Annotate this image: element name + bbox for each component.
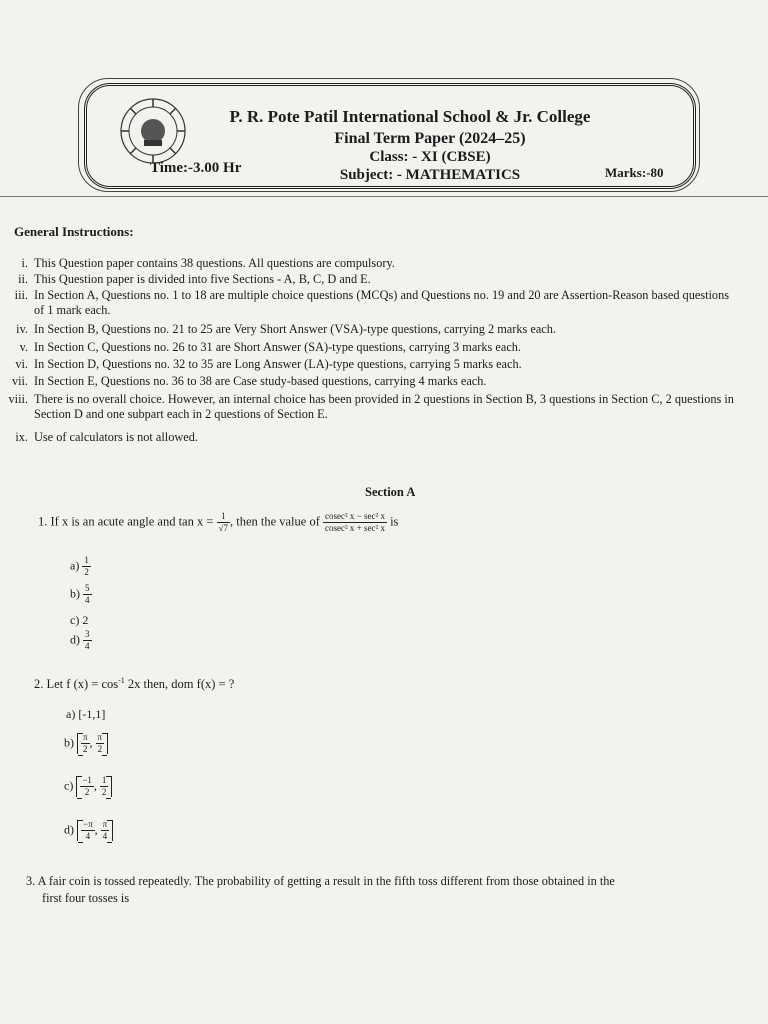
section-title: Section A: [365, 485, 416, 499]
instruction-text: In Section E, Questions no. 36 to 38 are Case study-based questions, carrying 4 marks each.: [34, 374, 487, 388]
option-fraction: [82, 556, 91, 577]
fraction-denominator: 2: [83, 744, 88, 754]
interval-upper: [101, 820, 110, 841]
instruction-text: In Section C, Questions no. 26 to 31 are Short Answer (SA)-type questions, carrying 3 marks each.: [34, 340, 522, 354]
q2-text-rest: 2x then, dom f(x) = ?: [124, 677, 235, 692]
q1-expression-fraction: [323, 512, 387, 533]
fraction-numerator: π: [83, 732, 88, 742]
q1-tan-fraction: [217, 512, 230, 533]
interval-upper: [96, 733, 105, 754]
interval-bracket: $\frac{-1}{2}$ , $\frac{1}{2}$: [76, 776, 112, 797]
fraction-denominator: 2: [84, 787, 90, 797]
general-instructions-title: General Instructions:: [14, 224, 134, 239]
fraction-denominator: cosec² x + sec² x: [325, 523, 385, 533]
fraction-numerator: 3: [85, 629, 90, 639]
instruction-number: iii.: [14, 288, 28, 302]
option-label: c) 2: [70, 613, 89, 627]
fraction-numerator: −π: [83, 819, 93, 829]
fraction-numerator: 1: [84, 555, 89, 565]
question-1: [38, 512, 398, 533]
time-allowed: Time:-3.00 Hr: [150, 160, 242, 176]
instruction-text: This Question paper is divided into five Sections - A, B, C, D and E.: [34, 272, 371, 286]
instruction-text: This Question paper contains 38 questions. All questions are compulsory.: [34, 256, 395, 270]
fraction-denominator: 4: [85, 831, 91, 841]
fraction-denominator: 2: [84, 567, 89, 577]
interval-bracket: $\frac{\pi}{2}$ , $\frac{\pi}{2}$: [77, 733, 108, 754]
instruction-text: Use of calculators is not allowed.: [34, 430, 198, 444]
fraction-denominator: 4: [102, 831, 108, 841]
q1-option-b[interactable]: [70, 584, 92, 605]
q1-prefix: 1. If x is an acute angle and tan x =: [38, 514, 214, 529]
instruction-text: There is no overall choice. However, an internal choice has been provided in 2 questions in Section B, 3 questions in Section C, 2 questions in Section D and one subpart each in 2 questions of Section E.: [34, 392, 734, 421]
total-marks: Marks:-80: [605, 165, 664, 180]
fraction-denominator: 2: [97, 744, 103, 754]
fraction-denominator: 4: [85, 641, 90, 651]
subject-line: Subject: - MATHEMATICS: [339, 167, 521, 183]
question-3-continued: first four tosses is: [42, 891, 130, 905]
instruction-text: In Section A, Questions no. 1 to 18 are multiple choice questions (MCQs) and Questions no. 19 and 20 are Assertion-Reason based questions of 1 mark each.: [34, 288, 730, 317]
interval-lower: [81, 733, 90, 754]
interval-upper: [100, 776, 109, 797]
fraction-denominator: 2: [101, 787, 107, 797]
instruction-number: ix.: [15, 430, 28, 444]
q1-option-d[interactable]: [70, 630, 92, 651]
class-line: Class: - XI (CBSE): [369, 149, 491, 165]
fraction-numerator: 5: [85, 583, 90, 593]
instruction-number: v.: [19, 340, 28, 354]
interval-lower: [80, 776, 94, 797]
q2-text: 2. Let f (x) = cos: [34, 677, 119, 692]
fraction-denominator: 4: [85, 595, 90, 605]
q2-superscript: -1: [118, 676, 125, 685]
instruction-number: i.: [21, 256, 28, 270]
option-label: b): [64, 735, 74, 750]
instruction-number: ii.: [18, 272, 28, 286]
fraction-numerator: −1: [82, 775, 92, 785]
school-logo-icon: [118, 96, 188, 166]
q1-suffix: is: [390, 514, 399, 529]
option-label: d): [70, 632, 80, 647]
q1-option-c[interactable]: [70, 613, 88, 628]
paper-title: Final Term Paper (2024–25): [334, 130, 526, 147]
question-3: 3. A fair coin is tossed repeatedly. The probability of getting a result in the fifth toss different from those obtained in the: [26, 874, 615, 888]
q1-option-a[interactable]: [70, 556, 91, 577]
fraction-numerator: π: [97, 732, 103, 742]
fraction-numerator: 1: [217, 512, 230, 523]
fraction-denominator: √7: [218, 523, 228, 533]
option-label: d): [64, 822, 74, 837]
header-divider: [0, 196, 768, 197]
fraction-numerator: cosec² x − sec² x: [325, 511, 385, 521]
fraction-numerator: π: [102, 819, 108, 829]
instruction-text: In Section B, Questions no. 21 to 25 are Very Short Answer (VSA)-type questions, carrying 2 marks each.: [34, 322, 556, 336]
instruction-number: iv.: [16, 322, 28, 336]
instruction-number: vi.: [15, 357, 28, 371]
interval-lower: [81, 820, 95, 841]
instruction-number: viii.: [8, 392, 28, 406]
q1-middle: , then the value of: [229, 514, 320, 529]
fraction-numerator: 1: [101, 775, 107, 785]
q2-option-a[interactable]: a) [-1,1]: [66, 707, 106, 721]
q2-option-b[interactable]: [64, 733, 108, 754]
q2-option-c[interactable]: [64, 776, 112, 797]
school-name: P. R. Pote Patil International School & Jr. College: [229, 107, 591, 126]
option-label: b): [70, 586, 80, 601]
instruction-number: vii.: [11, 374, 28, 388]
option-fraction: [83, 630, 92, 651]
interval-bracket: $\frac{-\pi}{4}$ , $\frac{\pi}{4}$: [77, 820, 113, 841]
q2-option-d[interactable]: [64, 820, 113, 841]
option-label: c): [64, 778, 74, 793]
question-2: [34, 676, 234, 692]
option-fraction: [83, 584, 92, 605]
option-label: a): [70, 558, 80, 573]
instruction-text: In Section D, Questions no. 32 to 35 are Long Answer (LA)-type questions, carrying 5 marks each.: [34, 357, 522, 371]
